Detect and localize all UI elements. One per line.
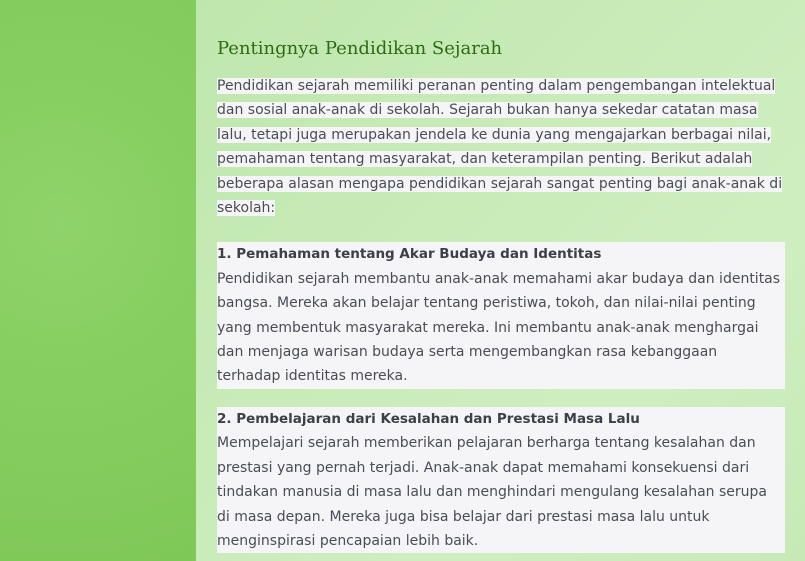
article-content <box>217 36 787 553</box>
section-cultural-identity <box>217 242 785 388</box>
article-intro <box>217 74 787 220</box>
section-learning-from-past <box>217 407 785 553</box>
article-title: Pentingnya Pendidikan Sejarah <box>217 38 503 59</box>
left-sidebar-panel <box>0 0 196 561</box>
article-area <box>196 0 805 561</box>
section-body: Mempelajari sejarah memberikan pelajaran berharga tentang kesalahan dan prestasi yang pernah terjadi. Anak-anak dapat memahami konsekuensi dari tindakan manusia di masa lalu dan menghindari mengulang kesalahan serupa di masa depan. Mereka juga bisa belajar dari prestasi masa lalu untuk menginspirasi pencapaian lebih baik. <box>217 435 768 549</box>
article-intro-text: Pendidikan sejarah memiliki peranan penting dalam pengembangan intelektual dan sosial anak-anak di sekolah. Sejarah bukan hanya sekedar catatan masa lalu, tetapi juga merupakan jendela ke dunia yang mengajarkan berbagai nilai, pemahaman tentang masyarakat, dan keterampilan penting. Berikut adalah beberapa alasan mengapa pendidikan sejarah sangat penting bagi anak-anak di sekolah: <box>217 78 783 217</box>
section-heading: 1. Pemahaman tentang Akar Budaya dan Identitas <box>217 246 602 263</box>
section-heading: 2. Pembelajaran dari Kesalahan dan Prestasi Masa Lalu <box>217 410 640 427</box>
section-body: Pendidikan sejarah membantu anak-anak memahami akar budaya dan identitas bangsa. Mereka akan belajar tentang peristiwa, tokoh, dan nilai-nilai penting yang membentuk masyarakat mereka. Ini membantu anak-anak menghargai dan menjaga warisan budaya serta mengembangkan rasa kebanggaan terhadap identitas mereka. <box>217 270 781 385</box>
